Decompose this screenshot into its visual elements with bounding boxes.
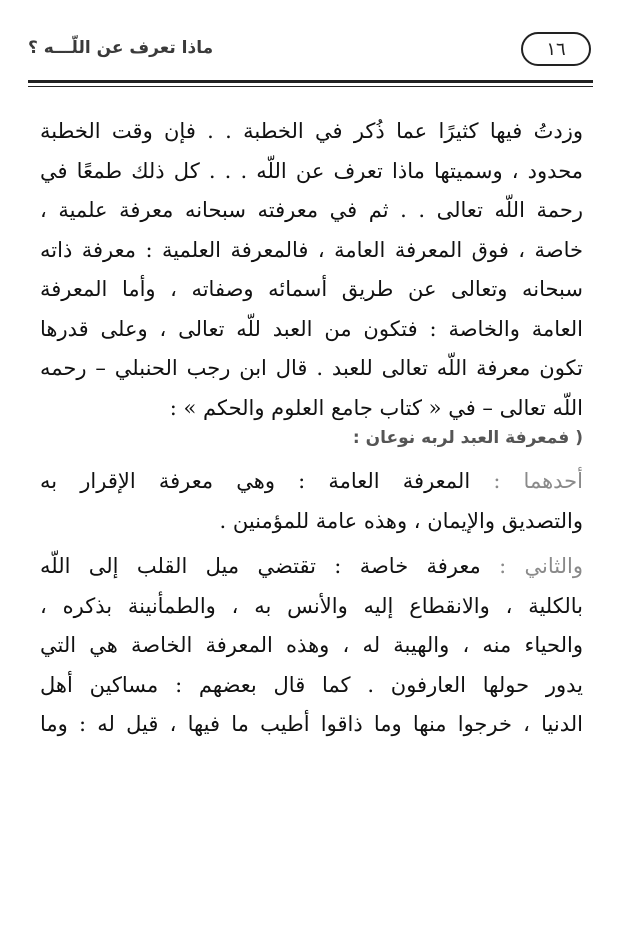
text-line: تكون معرفة اللّه تعالى للعبد . قال ابن رجب الحنبلي – رحمه [40,356,583,380]
lead-word: أحدهما : [493,469,583,493]
text-line: اللّه تعالى – في « كتاب جامع العلوم والحكم » : [169,395,583,420]
running-title: ماذا تعرف عن اللّـــه ؟ [28,38,214,58]
quote-heading: ( فمعرفة العبد لربه نوعان : [352,428,583,448]
paragraph-1 [40,112,583,428]
page-number: ١٦ [521,32,591,66]
text-line: والتصديق والإيمان ، وهذه عامة للمؤمنين . [219,508,583,533]
text-line: رحمة اللّه تعالى . . ثم في معرفته سبحانه معرفة علمية ، [40,198,583,222]
header-rule-thick [28,80,593,83]
paragraph-2 [40,462,583,541]
text-line [40,547,583,587]
text-line [40,462,583,502]
text-line: يدور حولها العارفون . كما قال بعضهم : مساكين أهل [40,672,583,697]
text-line: خاصة ، فوق المعرفة العامة ، فالمعرفة العلمية : معرفة ذاته [40,237,583,262]
text-line: العامة والخاصة : فتكون من العبد للّه تعالى ، وعلى قدرها [40,316,583,341]
text-line: الدنيا ، خرجوا منها وما ذاقوا أطيب ما فيها ، قيل له : وما [40,712,583,736]
header-rule-thin [28,86,593,87]
page-header [28,32,593,80]
text-line: محدود ، وسميتها ماذا تعرف عن اللّه . . . كل ذلك طمعًا في [40,158,583,183]
text-line: والحياء منه ، والهيبة له ، وهذه المعرفة الخاصة هي التي [40,633,583,657]
lead-word: والثاني : [499,554,583,578]
text-line: سبحانه وتعالى عن طريق أسمائه وصفاته ، وأما المعرفة [40,277,583,301]
paragraph-3 [40,547,583,745]
line-rest: معرفة خاصة : تقتضي ميل القلب إلى اللّه [40,554,500,578]
text-line: وزدتُ فيها كثيرًا عما ذُكر في الخطبة . . فإن وقت الخطبة [40,119,583,143]
text-line: بالكلية ، والانقطاع إليه والأنس به ، والطمأنينة بذكره ، [40,593,583,618]
body-text [40,112,583,745]
line-rest: المعرفة العامة : وهي معرفة الإقرار به [40,469,494,493]
